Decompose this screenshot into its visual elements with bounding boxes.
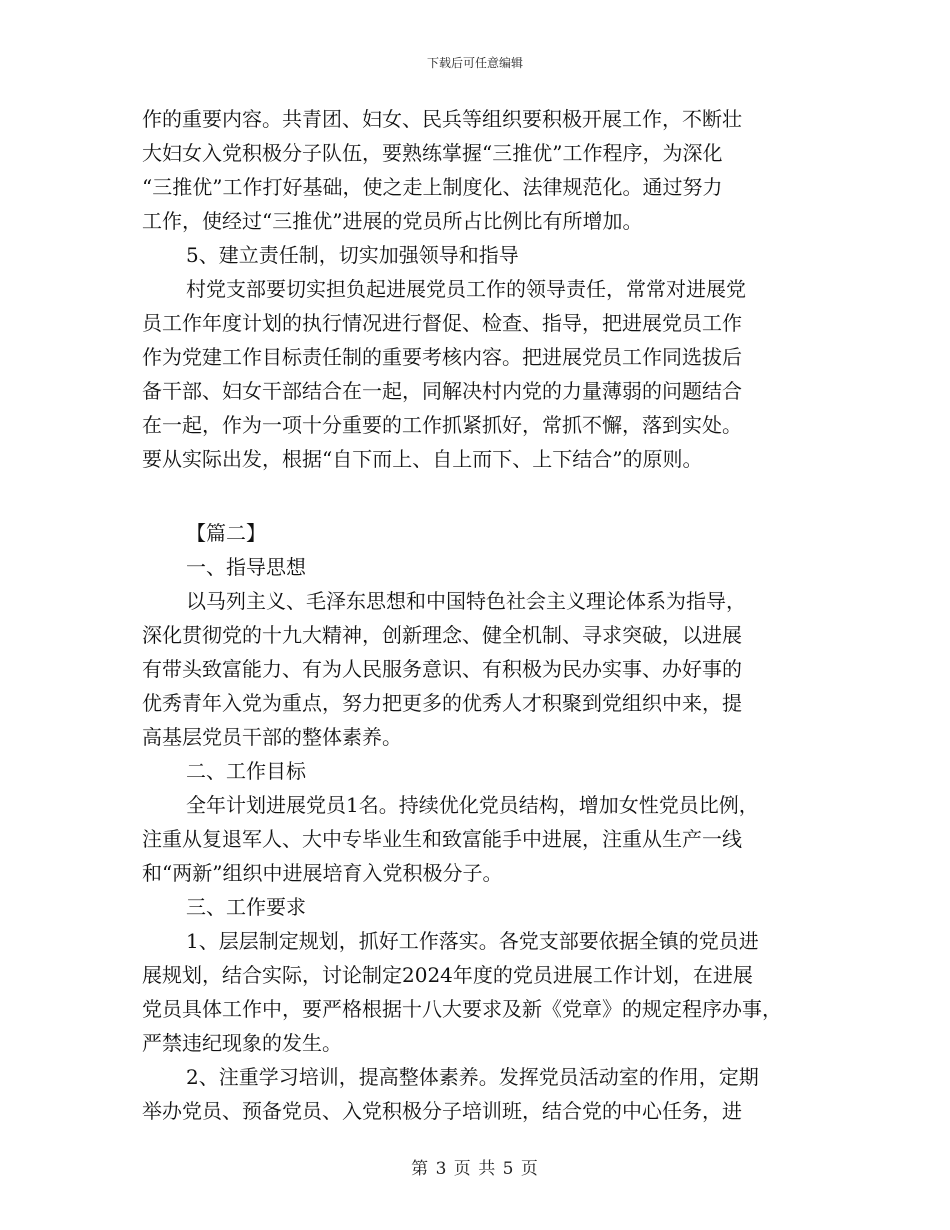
body-line: 作的重要内容。共青团、妇女、民兵等组织要积极开展工作，不断壮 [142,107,742,131]
section-heading: 三、工作要求 [186,895,306,919]
page-footer: 第 3 页 共 5 页 [411,1159,539,1179]
part-title: 【篇二】 [186,521,266,545]
body-line: 要从实际出发，根据“自下而上、自上而下、上下结合”的原则。 [142,447,703,471]
body-line: 优秀青年入党为重点，努力把更多的优秀人才积聚到党组织中来，提 [142,691,742,715]
section-heading: 5、建立责任制，切实加强领导和指导 [186,243,519,267]
body-line: 严禁违纪现象的发生。 [142,1031,342,1055]
document-body [142,102,812,1128]
body-line: 和“两新”组织中进展培育入党积极分子。 [142,861,503,885]
body-line: 作为党建工作目标责任制的重要考核内容。把进展党员工作同选拔后 [142,345,742,369]
body-line: 以马列主义、毛泽东思想和中国特色社会主义理论体系为指导， [186,589,746,613]
section-gap [142,476,812,516]
body-line: 全年计划进展党员1名。持续优化党员结构，增加女性党员比例， [186,793,759,817]
body-line: 举办党员、预备党员、入党积极分子培训班，结合党的中心任务，进 [142,1099,742,1123]
section-heading: 二、工作目标 [186,759,306,783]
body-line: 党员具体工作中，要严格根据十八大要求及新《党章》的规定程序办事， [142,997,782,1021]
body-line: “三推优”工作打好基础，使之走上制度化、法律规范化。通过努力 [142,175,723,199]
body-line: 1、层层制定规划，抓好工作落实。各党支部要依据全镇的党员进 [186,929,759,953]
body-line: 备干部、妇女干部结合在一起，同解决村内党的力量薄弱的问题结合 [142,379,742,403]
body-line: 大妇女入党积极分子队伍，要熟练掌握“三推优”工作程序，为深化 [142,141,723,165]
section-heading: 一、指导思想 [186,555,306,579]
body-line: 2、注重学习培训，提高整体素养。发挥党员活动室的作用，定期 [186,1065,759,1089]
body-line: 工作，使经过“三推优”进展的党员所占比例比有所增加。 [142,209,643,233]
body-line: 注重从复退军人、大中专毕业生和致富能手中进展，注重从生产一线 [142,827,742,851]
page-header: 下载后可任意编辑 [426,56,523,70]
body-line: 村党支部要切实担负起进展党员工作的领导责任，常常对进展党 [186,277,746,301]
body-line: 高基层党员干部的整体素养。 [142,725,402,749]
body-line: 深化贯彻党的十九大精神，创新理念、健全机制、寻求突破，以进展 [142,623,742,647]
body-line: 展规划，结合实际，讨论制定2024年度的党员进展工作计划，在进展 [142,963,753,987]
body-line: 有带头致富能力、有为人民服务意识、有积极为民办实事、办好事的 [142,657,742,681]
body-line: 在一起，作为一项十分重要的工作抓紧抓好，常抓不懈，落到实处。 [142,413,742,437]
body-line: 员工作年度计划的执行情况进行督促、检查、指导，把进展党员工作 [142,311,742,335]
